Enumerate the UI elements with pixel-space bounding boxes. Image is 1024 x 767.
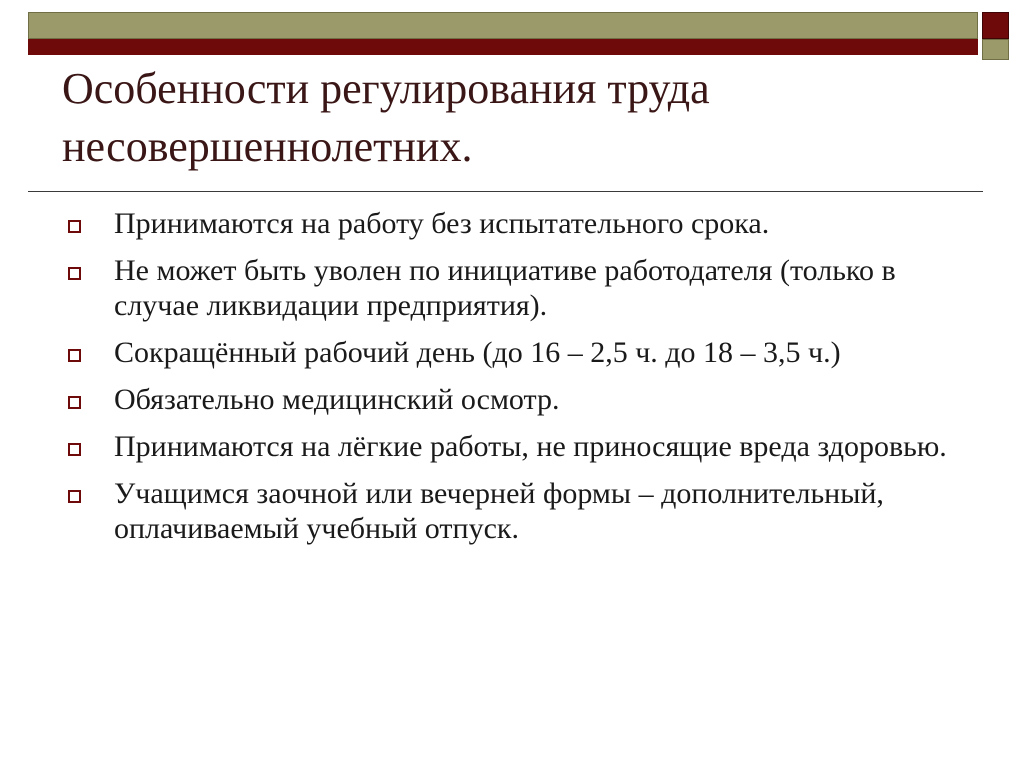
header-olive-band [28, 12, 978, 39]
bullet-item [62, 253, 962, 323]
hollow-square-icon [68, 349, 81, 362]
bullet-text: Обязательно медицинский осмотр. [114, 383, 560, 416]
header-maroon-band [28, 39, 978, 55]
hollow-square-icon [68, 490, 81, 503]
hollow-square-icon [68, 220, 81, 233]
bullet-item [62, 206, 962, 241]
slide-title: Особенности регулирования труда несовершеннолетних. [62, 64, 710, 171]
title-divider [28, 191, 983, 192]
bullet-text: Учащимся заочной или вечерней формы – дополнительный, оплачиваемый учебный отпуск. [114, 477, 884, 545]
bullet-item [62, 382, 962, 417]
hollow-square-icon [68, 396, 81, 409]
bullet-text: Не может быть уволен по инициативе работодателя (только в случае ликвидации предприятия). [114, 254, 896, 322]
bullet-text: Сокращённый рабочий день (до 16 – 2,5 ч. до 18 – 3,5 ч.) [114, 336, 841, 369]
hollow-square-icon [68, 267, 81, 280]
bullet-text: Принимаются на лёгкие работы, не приносящие вреда здоровью. [114, 430, 947, 463]
bullet-item [62, 476, 962, 546]
bullet-item [62, 335, 962, 370]
corner-maroon-square [982, 12, 1009, 39]
bullet-list [62, 206, 962, 558]
bullet-text: Принимаются на работу без испытательного срока. [114, 207, 770, 240]
corner-olive-square [982, 39, 1009, 60]
bullet-item [62, 429, 962, 464]
hollow-square-icon [68, 443, 81, 456]
